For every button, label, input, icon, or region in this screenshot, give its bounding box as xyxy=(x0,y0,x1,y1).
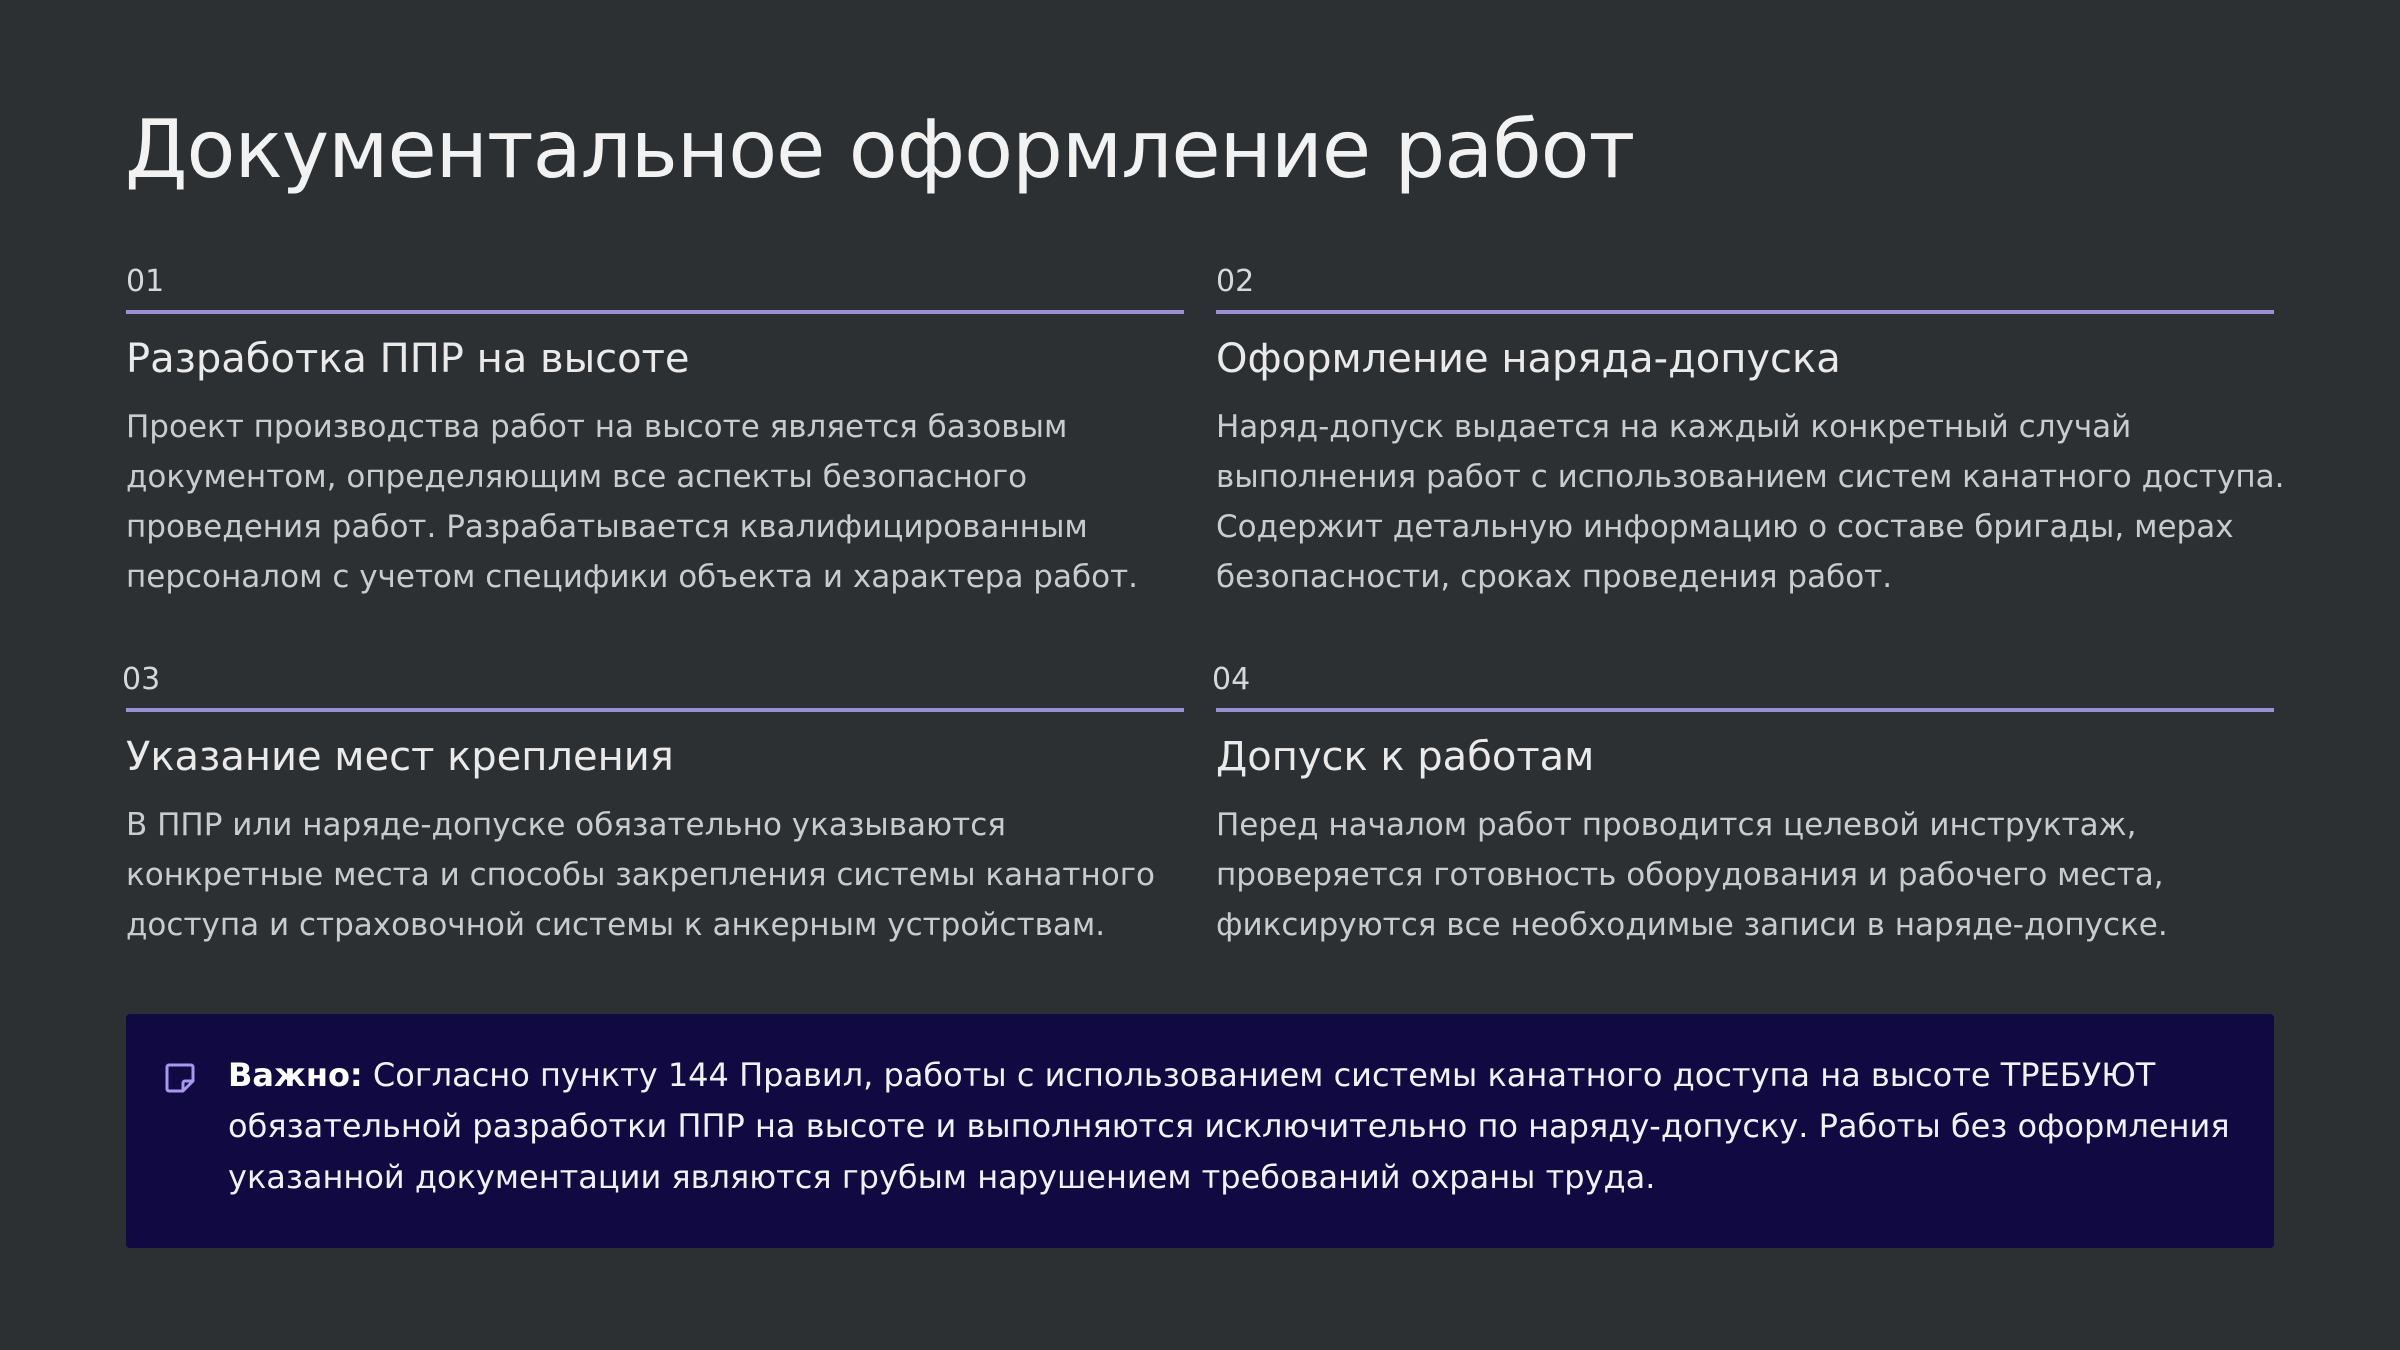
card-divider xyxy=(126,310,1184,314)
card-number: 03 xyxy=(122,662,161,697)
important-note xyxy=(126,1014,2274,1248)
card-body: Наряд-допуск выдается на каждый конкретный случай выполнения работ с использованием систем канатного доступа. Содержит детальную информацию о составе бригады, мерах безопасности, сроках проведения работ. xyxy=(1216,409,2285,595)
card-body: В ППР или наряде-допуске обязательно указываются конкретные места и способы закрепления системы канатного доступа и страховочной системы к анкерным устройствам. xyxy=(126,807,1155,943)
card-divider xyxy=(126,708,1184,712)
card-number: 04 xyxy=(1212,662,1251,697)
card-body: Перед началом работ проводится целевой инструктаж, проверяется готовность оборудования и рабочего места, фиксируются все необходимые записи в наряде-допуске. xyxy=(1216,807,2168,943)
card-number: 01 xyxy=(126,264,165,299)
note-text xyxy=(228,1050,2248,1203)
card-heading: Указание мест крепления xyxy=(126,734,674,780)
note-label: Важно: xyxy=(228,1056,363,1094)
sticky-note-icon xyxy=(164,1062,196,1094)
card-body: Проект производства работ на высоте является базовым документом, определяющим все аспекты безопасного проведения работ. Разрабатывается квалифицированным персоналом с учетом специфики объекта и характера работ. xyxy=(126,409,1138,595)
page-title: Документальное оформление работ xyxy=(125,103,1635,196)
card-divider xyxy=(1216,708,2274,712)
card-heading: Оформление наряда-допуска xyxy=(1216,336,1841,382)
card-heading: Разработка ППР на высоте xyxy=(126,336,690,382)
card-divider xyxy=(1216,310,2274,314)
card-heading: Допуск к работам xyxy=(1216,734,1595,780)
card-number: 02 xyxy=(1216,264,1255,299)
note-body: Согласно пункту 144 Правил, работы с использованием системы канатного доступа на высоте ТРЕБУЮТ обязательной разработки ППР на высоте и выполняются исключительно по наряду-допуску. Работы без оформления указанной документации являются грубым нарушением требований охраны труда. xyxy=(228,1056,2230,1196)
